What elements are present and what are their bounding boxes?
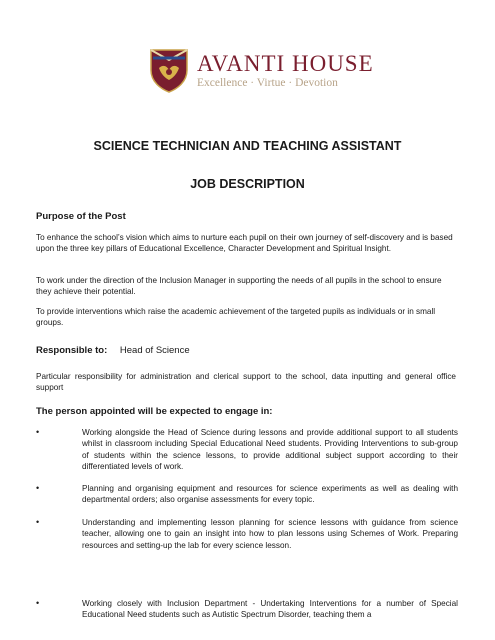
brand-name: AVANTI HOUSE	[197, 51, 374, 76]
list-item	[36, 517, 458, 551]
school-logo	[149, 48, 374, 94]
purpose-paragraph-1: To enhance the school’s vision which aims to nurture each pupil on their own journey of self-discovery and is based upon the three key pillars of Educational Excellence, Character Development and Spiritual Insight.	[36, 233, 453, 254]
purpose-paragraph-3: To provide interventions which raise the academic achievement of the targeted pupils as individuals or in small groups.	[36, 307, 436, 328]
document-title: SCIENCE TECHNICIAN AND TEACHING ASSISTANT	[93, 139, 402, 153]
responsible-to-row	[36, 345, 190, 356]
responsible-to-value: Head of Science	[119, 345, 190, 356]
bullet-icon: •	[36, 517, 40, 527]
engage-heading: The person appointed will be expected to engage in:	[36, 406, 273, 417]
purpose-heading: Purpose of the Post	[36, 211, 126, 222]
list-item-text: Working closely with Inclusion Department - Undertaking Interventions for a number of Special Educational Need students such as Autistic Spectrum Disorder, teaching them a	[82, 599, 458, 620]
bullet-icon: •	[36, 598, 40, 608]
list-item-text: Planning and organising equipment and resources for science experiments as well as dealing with departmental orders; also organise assessments for every topic.	[82, 484, 458, 505]
bullet-icon: •	[36, 483, 40, 493]
list-item-text: Working alongside the Head of Science during lessons and provide additional support to all students whilst in classroom including Special Educational Need students. Providing Interventions to sub-group of students within the science lessons, to provide additional subject support according to their differentiated levels of work.	[82, 428, 458, 471]
list-item	[36, 427, 458, 472]
school-crest-icon	[149, 48, 189, 94]
document-subtitle: JOB DESCRIPTION	[190, 177, 305, 191]
responsible-to-label: Responsible to:	[36, 345, 108, 356]
purpose-paragraph-2: To work under the direction of the Inclusion Manager in supporting the needs of all pupils in the school to ensure they achieve their potential.	[36, 276, 442, 297]
brand-tagline: Excellence · Virtue · Devotion	[197, 77, 338, 89]
responsibility-description: Particular responsibility for administration and clerical support to the school, data inputting and general office support	[36, 372, 456, 393]
list-item-text: Understanding and implementing lesson planning for science lessons with guidance from science teacher, allowing one to gain an insight into how to plan lessons using Schemes of Work. Preparing resources and setting-up the lab for every science lesson.	[82, 518, 458, 550]
list-item	[36, 483, 458, 506]
bullet-icon: •	[36, 427, 40, 437]
list-item	[36, 598, 458, 621]
